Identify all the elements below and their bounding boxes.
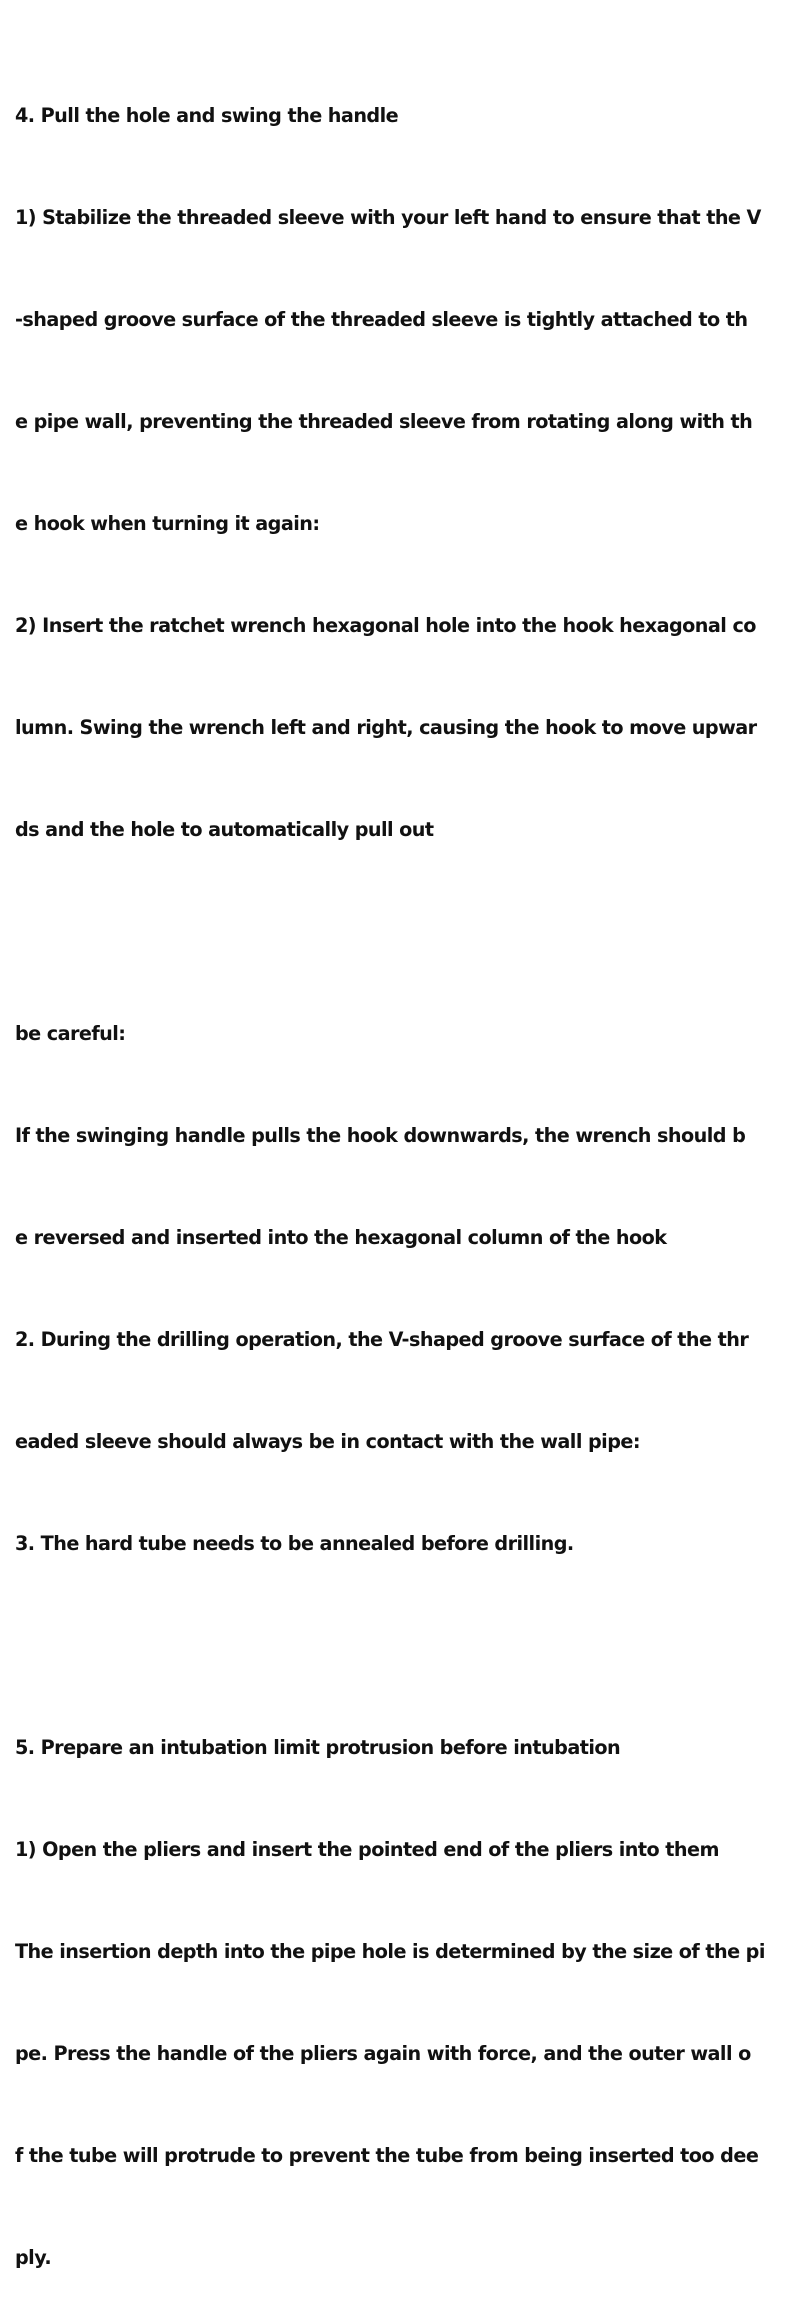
caution-item2-line1: 2. During the drilling operation, the V-shaped groove surface of the thr <box>15 1328 749 1351</box>
caution-item3: 3. The hard tube needs to be annealed before drilling. <box>15 1532 574 1555</box>
instruction-text-block <box>15 31 800 2309</box>
step4-item1-line4: e hook when turning it again: <box>15 512 320 535</box>
step5-item1-line4: f the tube will protrude to prevent the tube from being inserted too dee <box>15 2144 759 2167</box>
step4-item2-line2: lumn. Swing the wrench left and right, causing the hook to move upwar <box>15 716 757 739</box>
step5-item1-line3: pe. Press the handle of the pliers again with force, and the outer wall o <box>15 2042 751 2065</box>
step5-item1-line2: The insertion depth into the pipe hole is determined by the size of the pi <box>15 1940 765 1963</box>
caution-item2-line2: eaded sleeve should always be in contact with the wall pipe: <box>15 1430 640 1453</box>
step5-item1-line5: ply. <box>15 2246 52 2269</box>
step5-item1-line1: 1) Open the pliers and insert the pointed end of the pliers into them <box>15 1838 719 1861</box>
caution-item1-line1: If the swinging handle pulls the hook downwards, the wrench should b <box>15 1124 746 1147</box>
caution-heading: be careful: <box>15 1022 126 1045</box>
caution-item1-line2: e reversed and inserted into the hexagonal column of the hook <box>15 1226 667 1249</box>
step4-item1-line1: 1) Stabilize the threaded sleeve with your left hand to ensure that the V <box>15 206 761 229</box>
step4-item1-line2: -shaped groove surface of the threaded sleeve is tightly attached to th <box>15 308 748 331</box>
step4-heading: 4. Pull the hole and swing the handle <box>15 104 399 127</box>
blank-line <box>15 915 800 949</box>
step4-item2-line1: 2) Insert the ratchet wrench hexagonal hole into the hook hexagonal co <box>15 614 756 637</box>
step4-item2-line3: ds and the hole to automatically pull out <box>15 818 434 841</box>
step4-item1-line3: e pipe wall, preventing the threaded sleeve from rotating along with th <box>15 410 753 433</box>
step5-heading: 5. Prepare an intubation limit protrusion before intubation <box>15 1736 621 1759</box>
blank-line <box>15 1629 800 1663</box>
